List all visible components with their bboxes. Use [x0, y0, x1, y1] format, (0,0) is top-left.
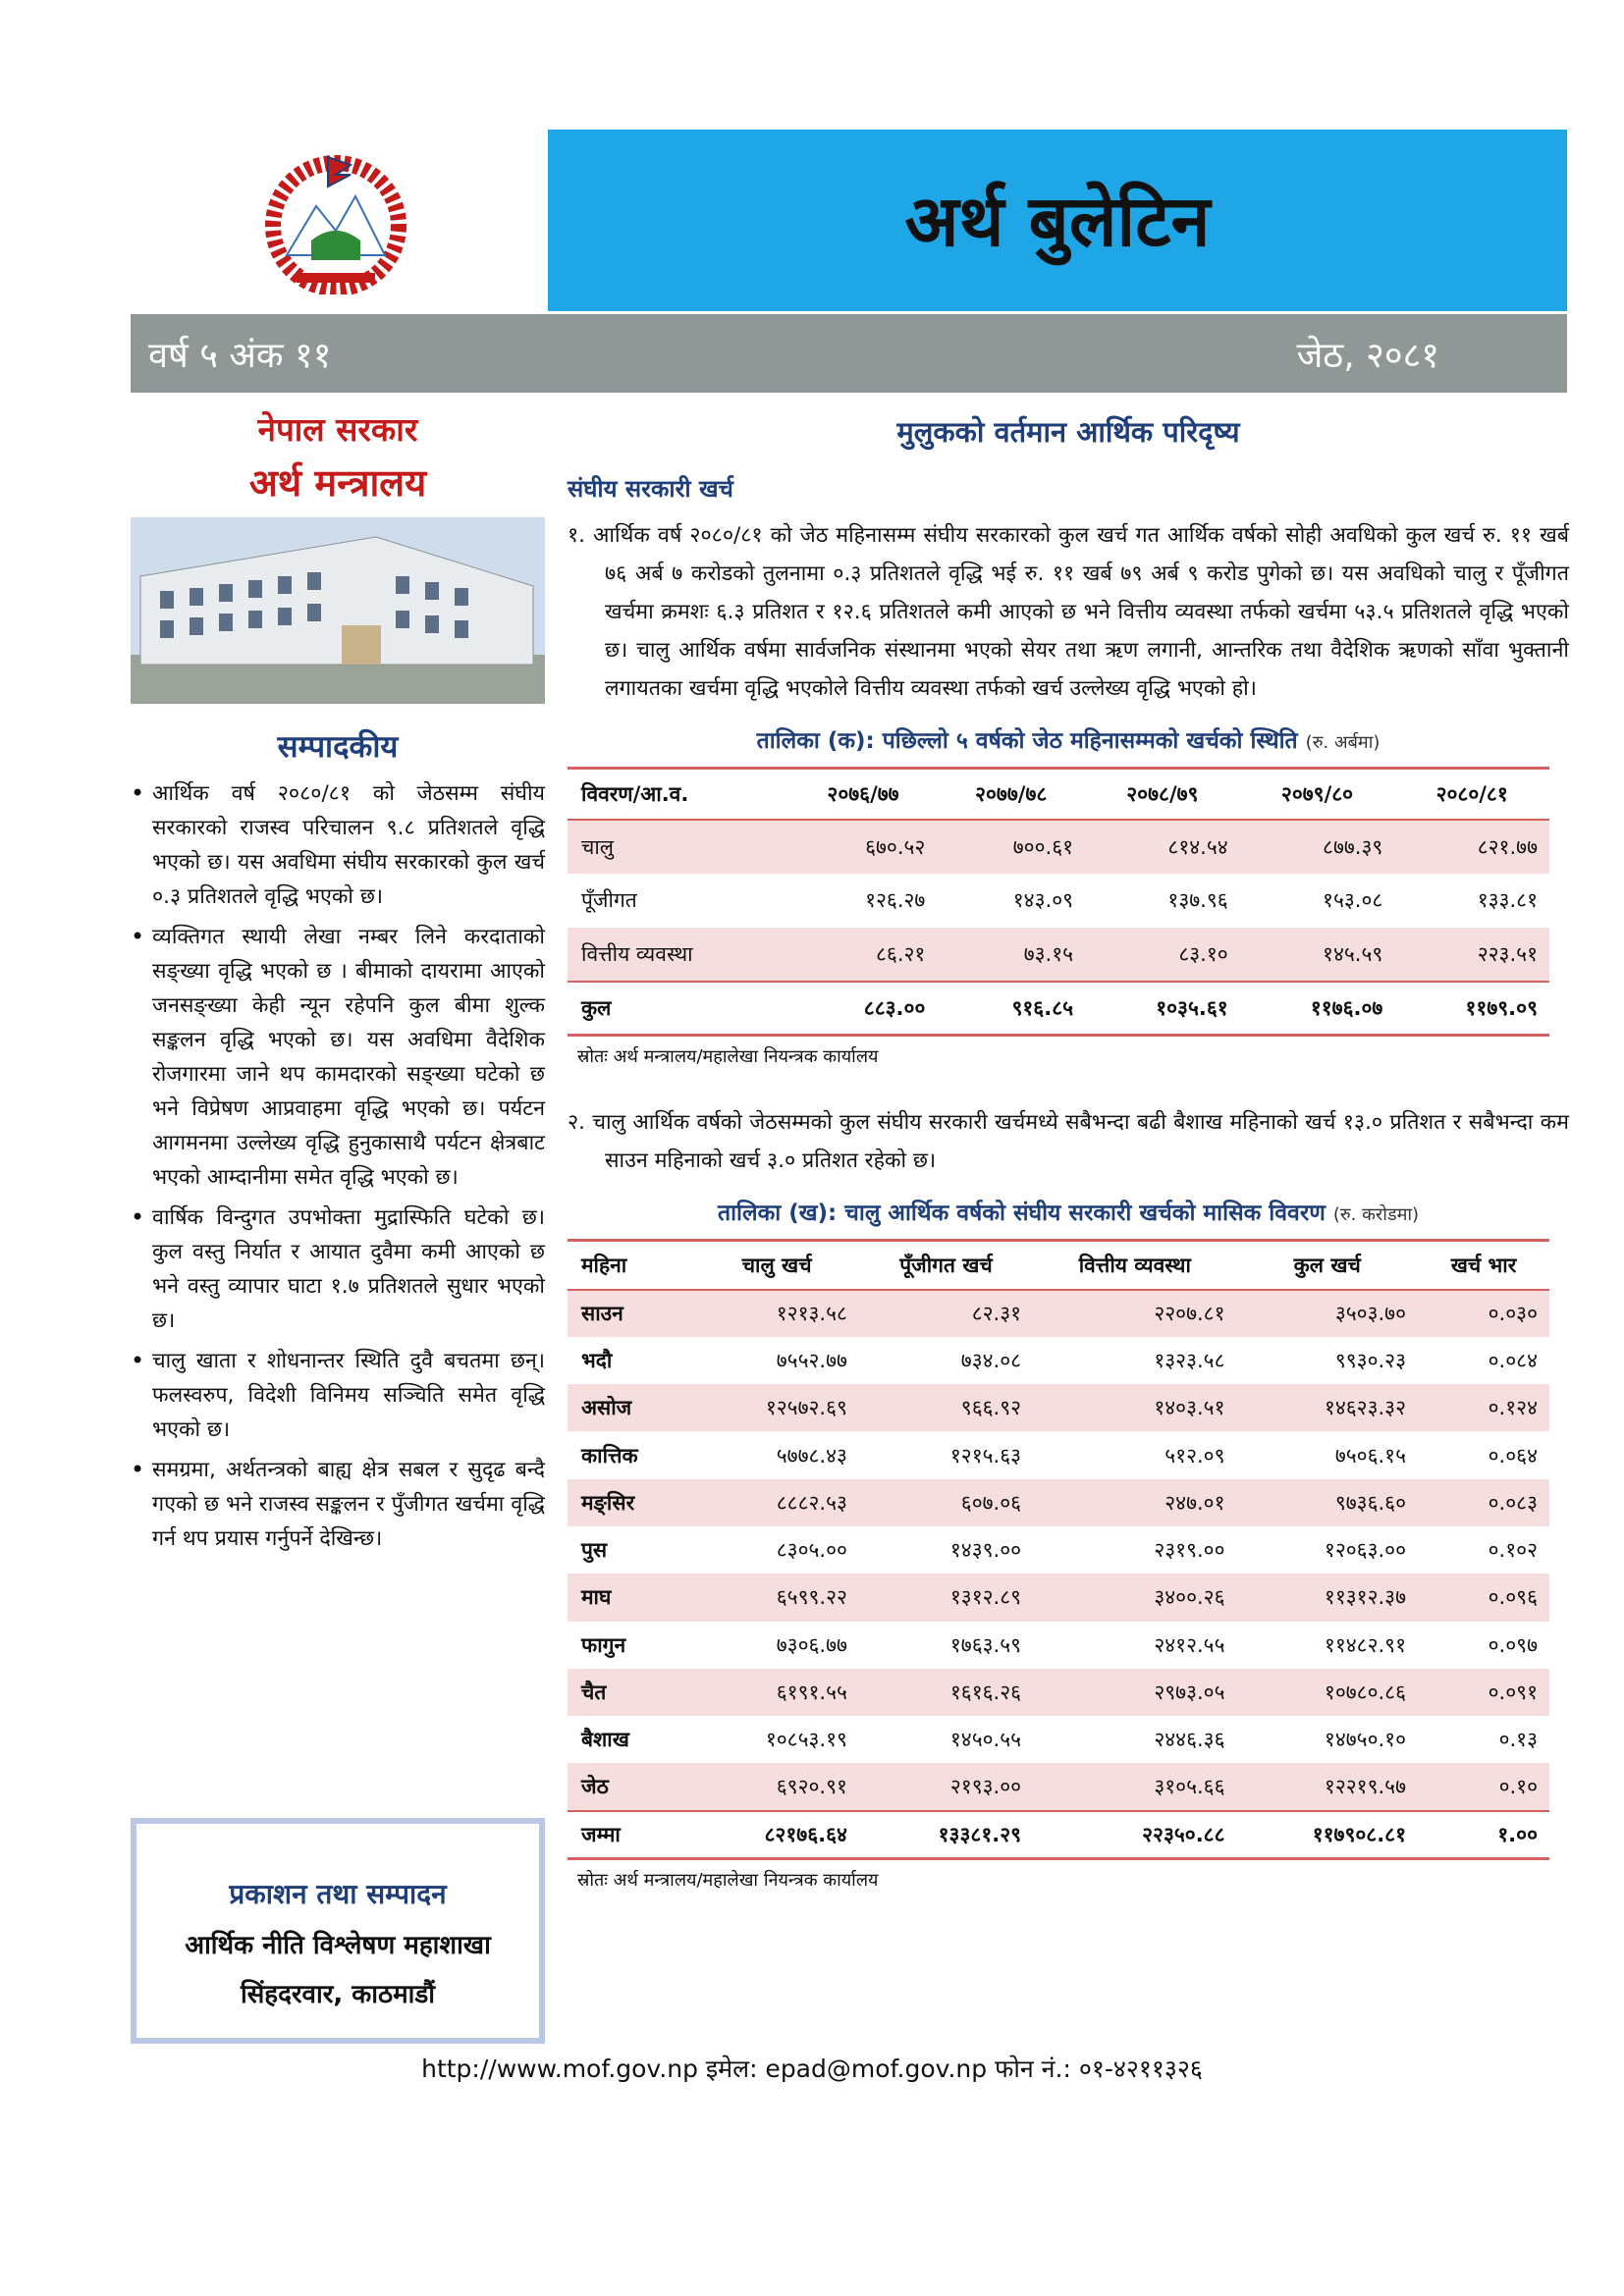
editorial-bullets — [131, 776, 545, 1556]
table-cell: १२०६३.०० — [1324, 1538, 1407, 1563]
table-cell: बैशाख — [581, 1728, 629, 1752]
table-b-unit: (रु. करोडमा) — [1332, 1204, 1420, 1225]
table-cell: १२१५.६३ — [949, 1443, 1022, 1468]
issue-number: वर्ष ५ अंक ११ — [148, 336, 332, 376]
table-cell: ११७९.०९ — [1465, 995, 1538, 1020]
table-cell: १४६२३.३२ — [1324, 1396, 1407, 1420]
table-cell: ८२.३१ — [971, 1302, 1022, 1326]
bulletin-title: अर्थ बुलेटिन — [904, 179, 1211, 262]
table-row — [568, 1337, 1549, 1384]
publication-address: सिंहदरवार, काठमाडौं — [240, 1980, 436, 2009]
main-heading: मुलुकको वर्तमान आर्थिक परिदृष्य — [896, 415, 1240, 449]
table-cell: १३३८१.२९ — [938, 1822, 1022, 1846]
table-cell: ९१६.८५ — [1011, 995, 1074, 1020]
table-total-row — [568, 982, 1549, 1036]
table-cell: ०.०९१ — [1488, 1681, 1538, 1705]
table-row — [568, 928, 1549, 982]
table-cell: ९६६.९२ — [960, 1396, 1022, 1420]
table-cell: माघ — [581, 1585, 612, 1610]
table-cell: ८२१.७७ — [1477, 834, 1538, 859]
nepal-emblem-logo — [257, 147, 414, 294]
column-header: कुल खर्च — [1293, 1253, 1361, 1277]
table-cell: १०८५३.१९ — [765, 1728, 847, 1752]
table-cell: ०.१२४ — [1488, 1396, 1538, 1420]
publication-title: प्रकाशन तथा सम्पादन — [229, 1878, 447, 1910]
table-cell: १२१३.५८ — [776, 1302, 847, 1326]
table-cell: १२५७२.६९ — [765, 1396, 847, 1420]
table-cell: २४१२.५५ — [1154, 1632, 1225, 1657]
table-b-title: तालिका (ख): चालु आर्थिक वर्षको संघीय सरकारी खर्चको मासिक विवरण — [717, 1201, 1326, 1226]
table-cell: कात्तिक — [581, 1443, 638, 1468]
column-header: पूँजीगत खर्च — [899, 1253, 993, 1277]
table-cell: ८८३.०० — [863, 995, 926, 1020]
column-header: महिना — [581, 1253, 627, 1277]
table-cell: १४३.०९ — [1012, 888, 1074, 912]
table-cell: ६७०.५२ — [865, 834, 926, 859]
table-cell: ५७७८.४३ — [776, 1443, 847, 1468]
table-cell: ६५९९.२२ — [776, 1585, 847, 1610]
table-row — [568, 874, 1549, 928]
table-cell: ११७६.०७ — [1310, 995, 1383, 1020]
column-header: चालु खर्च — [741, 1253, 812, 1277]
table-cell: १.०० — [1497, 1822, 1538, 1846]
table-cell: ०.०९६ — [1488, 1585, 1538, 1610]
table-row — [568, 1526, 1549, 1574]
ministry-name: अर्थ मन्त्रालय — [248, 460, 427, 505]
table-row — [568, 1716, 1549, 1763]
table-cell: पुस — [581, 1538, 608, 1563]
bulletin-title-banner — [548, 130, 1567, 311]
table-cell: १३१२.८९ — [949, 1585, 1022, 1610]
footer-contact: http://www.mof.gov.np इमेल: epad@mof.gov.np फोन नं.: ०१-४२११३२६ — [421, 2055, 1203, 2083]
table-cell: १६१६.२६ — [949, 1681, 1022, 1705]
table-row — [568, 1763, 1549, 1810]
table-cell: असोज — [581, 1396, 632, 1420]
table-cell: वित्तीय व्यवस्था — [581, 941, 693, 966]
table-cell: ९९३०.२३ — [1334, 1348, 1407, 1372]
editorial-bullet: • व्यक्तिगत स्थायी लेखा नम्बर लिने करदाताको सङ्ख्या वृद्धि भएको छ । बीमाको दायरामा आएको जनसङ्ख्या केही न्यून रहेपनि कुल बीमा शुल्क सङ्कलन वृद्धि भएको छ। यस अवधिमा वैदेशिक रोजगारमा जाने थप कामदारको सङ्ख्या घटेको छ भने विप्रेषण आप्रवाहमा वृद्धि भएको छ। पर्यटन आगमनमा उल्लेख्य वृद्धि हुनुकासाथै पर्यटन क्षेत्रबाट भएको आम्दानीमा समेत वृद्धि भएको छ। — [131, 920, 545, 1195]
table-cell: ८८८२.५३ — [776, 1490, 847, 1515]
table-cell: ०.०६४ — [1488, 1443, 1538, 1468]
table-cell: ७३.१५ — [1023, 941, 1074, 966]
table-b-source: स्रोतः अर्थ मन्त्रालय/महालेखा नियन्त्रक कार्यालय — [577, 1869, 879, 1891]
paragraph-2: २. चालु आर्थिक वर्षको जेठसम्मको कुल संघीय सरकारी खर्चमध्ये सबैभन्दा बढी बैशाख महिनाको खर्च १३.० प्रतिशत र सबैभन्दा कम साउन महिनाको खर्च ३.० प्रतिशत रहेको छ। — [568, 1110, 1569, 1173]
table-cell: ०.१०२ — [1488, 1538, 1538, 1563]
table-b-caption — [568, 1196, 1569, 1227]
table-a-title: तालिका (क): पछिल्लो ५ वर्षको जेठ महिनासम्मको खर्चको स्थिति — [756, 728, 1298, 754]
table-cell: ११७९०८.८१ — [1312, 1822, 1407, 1846]
table-cell: १२२१९.५७ — [1324, 1775, 1407, 1799]
table-cell: ७५५२.७७ — [776, 1348, 847, 1372]
table-cell: १४३९.०० — [949, 1538, 1022, 1563]
left-column — [131, 402, 545, 1562]
table-cell: २२०७.८१ — [1154, 1302, 1225, 1326]
table-cell: ७३४.०८ — [960, 1348, 1022, 1372]
table-header-row — [568, 769, 1549, 820]
table-cell: १३७.९६ — [1167, 888, 1228, 912]
editorial-bullet: • समग्रमा, अर्थतन्त्रको बाह्य क्षेत्र सबल र सुदृढ बन्दै गएको छ भने राजस्व सङ्कलन र पुँजीगत खर्चमा वृद्धि गर्न थप प्रयास गर्नुपर्ने देखिन्छ। — [131, 1453, 545, 1556]
table-a-caption — [568, 723, 1569, 755]
table-cell: ८३.१० — [1178, 941, 1228, 966]
table-cell: १४५.५९ — [1323, 941, 1383, 966]
table-total-row — [568, 1811, 1549, 1858]
expenditure-5yr-table — [568, 767, 1549, 1037]
table-cell: १४५०.५५ — [949, 1728, 1022, 1752]
table-cell: जम्मा — [581, 1822, 621, 1846]
table-cell: २९७३.०५ — [1154, 1681, 1225, 1705]
issue-bar — [131, 314, 1567, 393]
table-cell: साउन — [581, 1302, 623, 1326]
table-cell: ३४००.२६ — [1154, 1585, 1225, 1610]
editorial-bullet: • आर्थिक वर्ष २०८०/८१ को जेठसम्म संघीय सरकारको राजस्व परिचालन ९.८ प्रतिशतले वृद्धि भएको छ। यस अवधिमा संघीय सरकारको कुल खर्च ०.३ प्रतिशतले वृद्धि भएको छ। — [131, 776, 545, 914]
table-row — [568, 1479, 1549, 1526]
table-cell: ७००.६१ — [1012, 834, 1074, 859]
monthly-table-body — [568, 1290, 1549, 1859]
table-cell: १४७५०.१० — [1324, 1728, 1407, 1752]
table-header-row — [568, 1241, 1549, 1290]
ministry-building-image — [131, 517, 545, 704]
main-column — [568, 412, 1569, 1892]
column-header: विवरण/आ.व. — [581, 781, 689, 806]
table-cell: पूँजीगत — [581, 888, 637, 912]
editorial-bullet: • चालु खाता र शोधनान्तर स्थिति दुवै बचतमा छन्। फलस्वरुप, विदेशी विनिमय सञ्चिति समेत वृद्धि भएको छ। — [131, 1344, 545, 1447]
publication-division: आर्थिक नीति विश्लेषण महाशाखा — [185, 1931, 491, 1960]
column-header: वित्तीय व्यवस्था — [1078, 1253, 1191, 1277]
table-cell: ८६.२१ — [876, 941, 926, 966]
table-cell: ०.०३० — [1488, 1302, 1538, 1326]
table-cell: २१९३.०० — [949, 1775, 1022, 1799]
table-a-source: स्रोतः अर्थ मन्त्रालय/महालेखा नियन्त्रक कार्यालय — [577, 1046, 879, 1067]
column-header: २०७९/८० — [1280, 781, 1354, 806]
table-cell: ७३०६.७७ — [776, 1632, 847, 1657]
table-cell: ०.०८३ — [1488, 1490, 1538, 1515]
section-heading: संघीय सरकारी खर्च — [568, 475, 733, 503]
table-row — [568, 820, 1549, 874]
table-cell: ११३१२.३७ — [1324, 1585, 1407, 1610]
table-cell: ५१२.०९ — [1164, 1443, 1225, 1468]
table-cell: ८१४.५४ — [1167, 834, 1228, 859]
table-cell: ६९२०.९१ — [776, 1775, 847, 1799]
column-header: २०७८/७९ — [1126, 781, 1199, 806]
monthly-expenditure-table — [568, 1239, 1549, 1860]
table-cell: १०७८०.८६ — [1324, 1681, 1407, 1705]
table-cell: भदौ — [581, 1348, 613, 1372]
issue-date: जेठ, २०८१ — [1296, 336, 1439, 376]
table-cell: ३५०३.७० — [1334, 1302, 1407, 1326]
column-header: २०७६/७७ — [827, 781, 899, 806]
table-cell: चालु — [581, 834, 615, 859]
paragraph-1: १. आर्थिक वर्ष २०८०/८१ को जेठ महिनासम्म संघीय सरकारको कुल खर्च गत आर्थिक वर्षको सोही अवधिको कुल खर्च रु. ११ खर्ब ७६ अर्ब ७ करोडको तुलनामा ०.३ प्रतिशतले वृद्धि भई रु. ११ खर्ब ७९ अर्ब ९ करोड पुगेको छ। यस अवधिको चालु र पूँजीगत खर्चमा क्रमशः ६.३ प्रतिशत र १२.६ प्रतिशतले कमी आएको छ भने वित्तीय व्यवस्था तर्फको खर्चमा ५३.५ प्रतिशतले वृद्धि भएको छ। चालु आर्थिक वर्षमा सार्वजनिक संस्थानमा भएको सेयर तथा ऋण लगानी, आन्तरिक तथा वैदेशिक ऋणको साँवा भुक्तानी लगायतका खर्चमा वृद्धि भएकोले वित्तीय व्यवस्था तर्फको खर्च उल्लेख्य वृद्धि भएको हो। — [568, 523, 1569, 701]
table-cell: ०.०९७ — [1488, 1632, 1538, 1657]
table-row — [568, 1290, 1549, 1337]
column-header: खर्च भार — [1450, 1253, 1517, 1277]
table-cell: फागुन — [581, 1632, 626, 1657]
table-cell: ८७७.३९ — [1323, 834, 1383, 859]
table-cell: २३१९.०० — [1154, 1538, 1225, 1563]
table-cell: १५३.०८ — [1323, 888, 1383, 912]
table-cell: २२३.५१ — [1477, 941, 1538, 966]
table-cell: १३२३.५८ — [1154, 1348, 1225, 1372]
publication-box — [131, 1818, 545, 2044]
table-cell: १०३५.६१ — [1156, 995, 1228, 1020]
table-cell: १७६३.५९ — [949, 1632, 1022, 1657]
government-name: नेपाल सरकार — [257, 410, 418, 449]
table-row — [568, 1431, 1549, 1478]
table-row — [568, 1622, 1549, 1669]
editorial-bullet: • वार्षिक विन्दुगत उपभोक्ता मुद्रास्फिति घटेको छ। कुल वस्तु निर्यात र आयात दुवैमा कमी आएको छ भने वस्तु व्यापार घाटा १.७ प्रतिशतले सुधार भएको छ। — [131, 1201, 545, 1338]
table-cell: २४४६.३६ — [1154, 1728, 1225, 1752]
column-header: २०७७/७८ — [975, 781, 1048, 806]
table-row — [568, 1669, 1549, 1716]
table-cell: ३१०५.६६ — [1154, 1775, 1225, 1799]
table-row — [568, 1574, 1549, 1621]
table-cell: ८३०५.०० — [776, 1538, 847, 1563]
table-a-unit: (रु. अर्बमा) — [1305, 732, 1380, 753]
table-cell: १४०३.५१ — [1154, 1396, 1225, 1420]
table-cell: २२३५०.८८ — [1142, 1822, 1225, 1846]
table-cell: ०.१३ — [1498, 1728, 1538, 1752]
table-cell: १२६.२७ — [865, 888, 926, 912]
editorial-heading: सम्पादकीय — [277, 729, 399, 765]
table-row — [568, 1384, 1549, 1431]
table-cell: ०.०८४ — [1488, 1348, 1538, 1372]
table-cell: ६१९१.५५ — [776, 1681, 847, 1705]
table-cell: चैत — [581, 1681, 607, 1705]
table-cell: ११४८२.९१ — [1324, 1632, 1407, 1657]
table-cell: कुल — [581, 995, 612, 1020]
table-cell: ०.१० — [1498, 1775, 1538, 1799]
column-header: २०८०/८१ — [1435, 781, 1508, 806]
table-cell: २४७.०१ — [1164, 1490, 1225, 1515]
table-cell: १३३.८१ — [1477, 888, 1538, 912]
table-cell: ७५०६.१५ — [1334, 1443, 1407, 1468]
table-cell: जेठ — [581, 1775, 609, 1799]
table-cell: मङ्सिर — [581, 1490, 635, 1515]
table-cell: ९७३६.६० — [1334, 1490, 1407, 1515]
table-cell: ८२१७६.६४ — [764, 1822, 847, 1846]
table-cell: ६०७.०६ — [960, 1490, 1022, 1515]
